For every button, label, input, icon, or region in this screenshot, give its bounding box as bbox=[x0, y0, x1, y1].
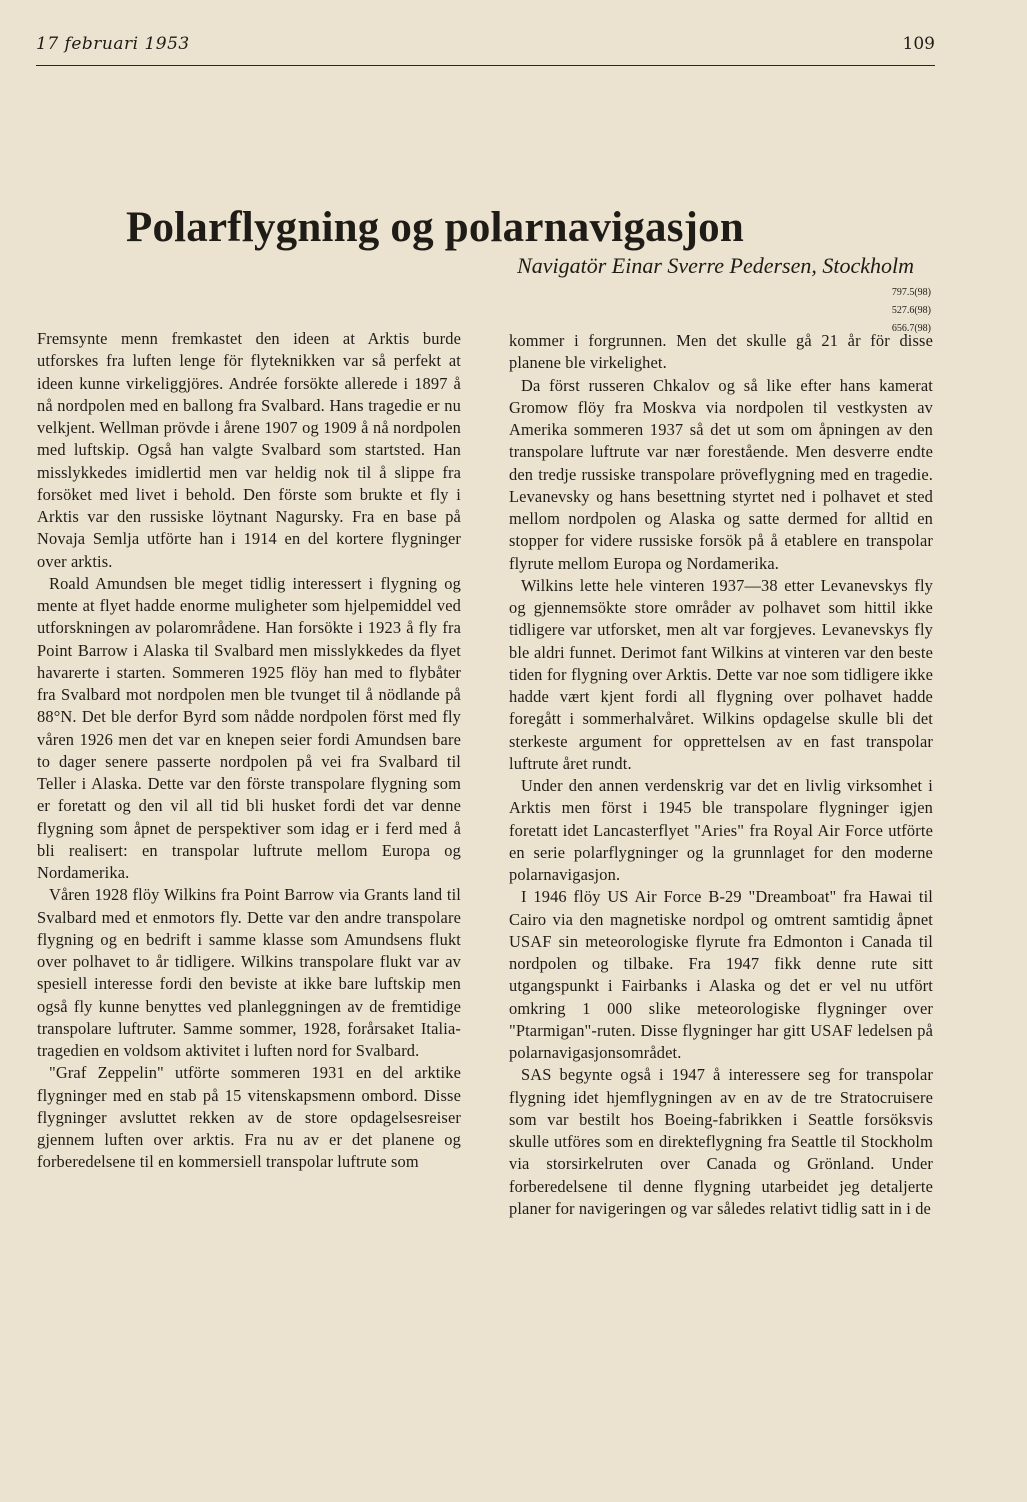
paragraph: Wilkins lette hele vinteren 1937—38 etter Levanevskys fly og gjennemsökte store områder av polhavet som hittil ikke tidligere var utforsket, men alt var forgjeves. Levanevskys fly ble aldri funnet. Derimot fant Wilkins at vinteren var den beste tiden for flygning over Arktis. Dette var noe som tidligere ikke hadde vært kjent fordi all flygning over polhavet hadde foregått i sommerhalvåret. Wilkins opdagelse skulle bli det sterkeste argument for opprettelsen av en fast transpolar luftrute året rundt. bbox=[509, 575, 933, 773]
paragraph: I 1946 flöy US Air Force B-29 "Dreamboat" fra Hawai til Cairo via den magnetiske nordpol og omtrent samtidig åpnet USAF sin meteorologiske flyrute fra Edmonton i Canada til nordpolen og tilbake. Fra 1947 fikk denne rute sitt utgangspunkt i Fairbanks i Alaska og det er vel nu utfört omkring 1 000 slike meteorologiske flygninger over "Ptarmigan"-ruten. Disse flygninger har gitt USAF ledelsen på polarnavigasjonsområdet. bbox=[509, 887, 933, 1062]
paragraph: Da först russeren Chkalov og så like efter hans kamerat Gromow flöy fra Moskva via nordpolen til vestkysten av Amerika sommeren 1937 så det ut som om åpningen av den transpolare luftrute var nær forestående. Men desverre endte den tredje russiske transpolare pröveflygning med en tragedie. Levanevsky og hans besettning styrtet ned i polhavet et sted mellom nordpolen og Alaska og satte dermed for alltid en stopper for videre russiske forsök på å etablere en transpolar flyrute mellom Europa og Nordamerika. bbox=[509, 375, 933, 573]
left-column bbox=[37, 328, 461, 1174]
paragraph: Roald Amundsen ble meget tidlig interessert i flygning og mente at flyet hadde enorme muligheter som hjelpemiddel ved utforskningen av polarområdene. Han forsökte i 1923 å fly fra Point Barrow i Alaska til Svalbard men misslykkedes da flyet havarerte i starten. Sommeren 1925 flöy han med to flybåter fra Svalbard mot nordpolen men ble tvunget til å nödlande på 88°N. Det ble derfor Byrd som nådde nordpolen först med fly våren 1926 men det var en knepen seier fordi Amundsen bare to dager senere passerte nordpolen på vei fra Svalbard til Teller i Alaska. Dette var den förste transpolare flygning som er foretatt og den vil all tid bli husket fordi det var denne flygning som åpnet de perspektiver som idag er i ferd med å bli realisert: en transpolar luftrute mellom Europa og Nordamerika. bbox=[37, 573, 461, 882]
article-title: Polarflygning og polarnavigasjon bbox=[125, 203, 745, 251]
paragraph: "Graf Zeppelin" utförte sommeren 1931 en del arktike flygninger med en stab på 15 vitenskapsmenn ombord. Disse flygninger avsluttet rekken av de store opdagelsesreiser gjennem luften over arktis. Fra nu av er det planene og forberedelsene til en kommersiell transpolar luftrute som bbox=[37, 1063, 461, 1172]
right-column bbox=[509, 330, 933, 1220]
paragraph: SAS begynte også i 1947 å interessere seg for transpolar flygning idet hjemflygningen av en av de tre Stratocruisere som var bestilt hos Boeing-fabrikken i Seattle forsöksvis skulle utföres som en direkteflygning fra Seattle til Stockholm via storsirkelruten over Canada og Grönland. Under forberedelsene til denne flygning utarbeidet jeg detaljerte planer for navigeringen og var således relativt tidlig satt in i de bbox=[509, 1065, 933, 1218]
paragraph: Fremsynte menn fremkastet den ideen at Arktis burde utforskes fra luften lenge för flyteknikken var så perfekt at ideen kunne virkeliggjöres. Andrée forsökte allerede i 1897 å nå nordpolen med en ballong fra Svalbard. Hans tragedie er nu velkjent. Wellman prövde i årene 1907 og 1909 å nå nordpolen med luftskip. Også han valgte Svalbard som startsted. Han misslykkedes imidlertid men var heldig nok til å slippe fra forsöket med livet i behold. Den förste som brukte et fly i Arktis var den russiske löytnant Nagursky. Fra en base på Novaja Semlja utförte han i 1914 en del kortere flygninger over arktis. bbox=[37, 329, 461, 571]
class-code: 527.6(98) bbox=[891, 305, 931, 316]
paragraph: Våren 1928 flöy Wilkins fra Point Barrow via Grants land til Svalbard med et enmotors fly. Dette var den andre transpolare flygning og en bedrift i samme klasse som Amundsens flukt over polhavet to år tidligere. Wilkins transpolare flukt var av spesiell interesse fordi den beviste at ikke bare luftskip men også fly kunne benyttes ved planleggningen av de fremtidige transpolare luftruter. Samme sommer, 1928, forårsaket Italia-tragedien en voldsom aktivitet i luften nord for Svalbard. bbox=[37, 885, 461, 1060]
header-date: 17 februari 1953 bbox=[36, 34, 190, 54]
class-code: 797.5(98) bbox=[891, 287, 931, 298]
page-number: 109 bbox=[902, 34, 935, 54]
paragraph: Under den annen verdenskrig var det en livlig virksomhet i Arktis men först i 1945 ble transpolare flygninger igjen foretatt idet Lancasterflyet "Aries" fra Royal Air Force utförte en serie polarflygninger og la grunnlaget for den moderne polarnavigasjon. bbox=[509, 776, 933, 884]
paragraph: kommer i forgrunnen. Men det skulle gå 21 år för disse planene ble virkelighet. bbox=[509, 331, 933, 373]
header-rule bbox=[36, 65, 935, 66]
author-byline: Navigatör Einar Sverre Pedersen, Stockholm bbox=[517, 253, 914, 278]
class-code: 656.7(98) bbox=[891, 323, 931, 334]
